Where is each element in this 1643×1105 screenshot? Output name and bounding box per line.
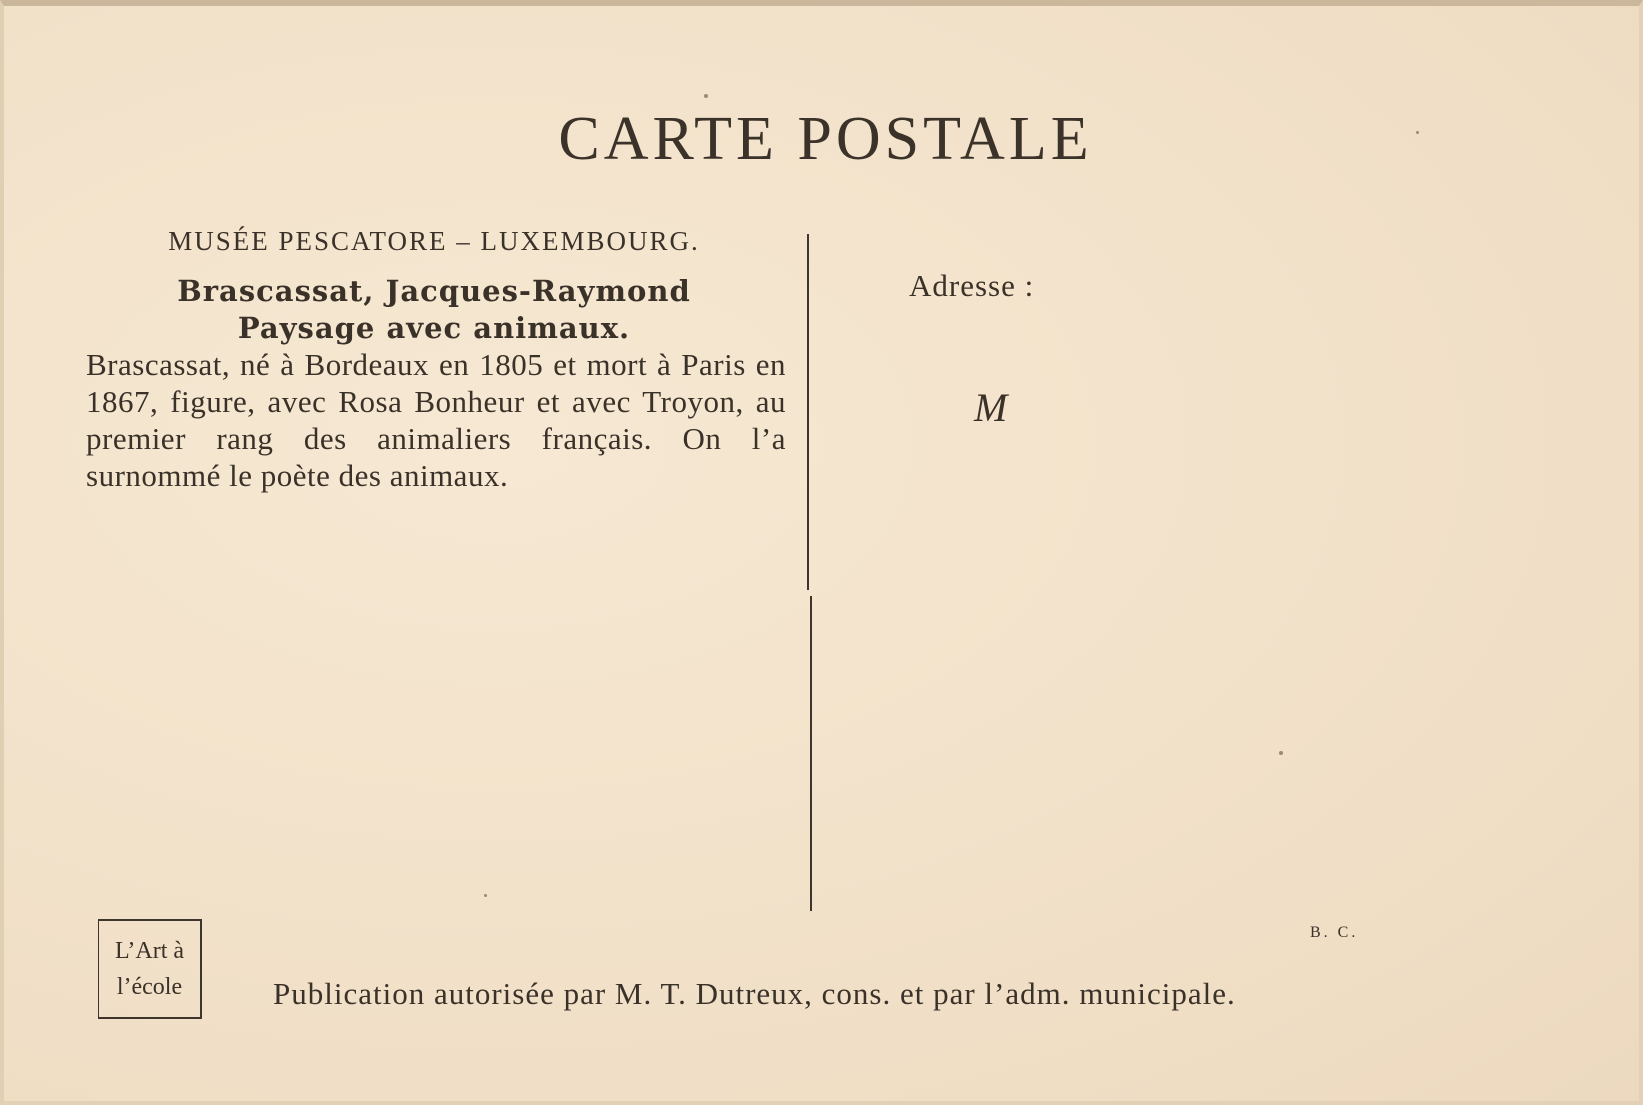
series-stamp-line-2: l’école <box>116 974 183 1000</box>
artist-description: Brascassat, né à Bordeaux en 1805 et mort à Paris en 1867, figure, avec Rosa Bonheur et avec Troyon, au premier rang des animaliers français. On l’a surnommé le poète des animaux. <box>86 347 786 493</box>
museum-line: MUSÉE PESCATORE – LUXEMBOURG. <box>168 226 700 256</box>
publication-note: Publication autorisée par M. T. Dutreux, cons. et par l’adm. municipale. <box>273 976 1236 1011</box>
address-label: Adresse : <box>909 268 1035 303</box>
paper-speck <box>484 894 487 897</box>
center-divider-upper <box>807 234 809 590</box>
center-divider-lower <box>810 596 812 911</box>
series-stamp-box <box>98 919 202 1019</box>
painting-title: Paysage avec animaux. <box>237 311 631 345</box>
card-title: CARTE POSTALE <box>558 105 1093 173</box>
paper-speck <box>704 94 708 98</box>
paper-speck <box>1416 131 1419 134</box>
artist-name: Brascassat, Jacques-Raymond <box>177 274 691 308</box>
series-stamp-line-1: L’Art à <box>114 938 185 964</box>
paper-speck <box>1279 751 1283 755</box>
address-prefix: M <box>974 385 1008 430</box>
printer-code: B. C. <box>1310 924 1359 941</box>
